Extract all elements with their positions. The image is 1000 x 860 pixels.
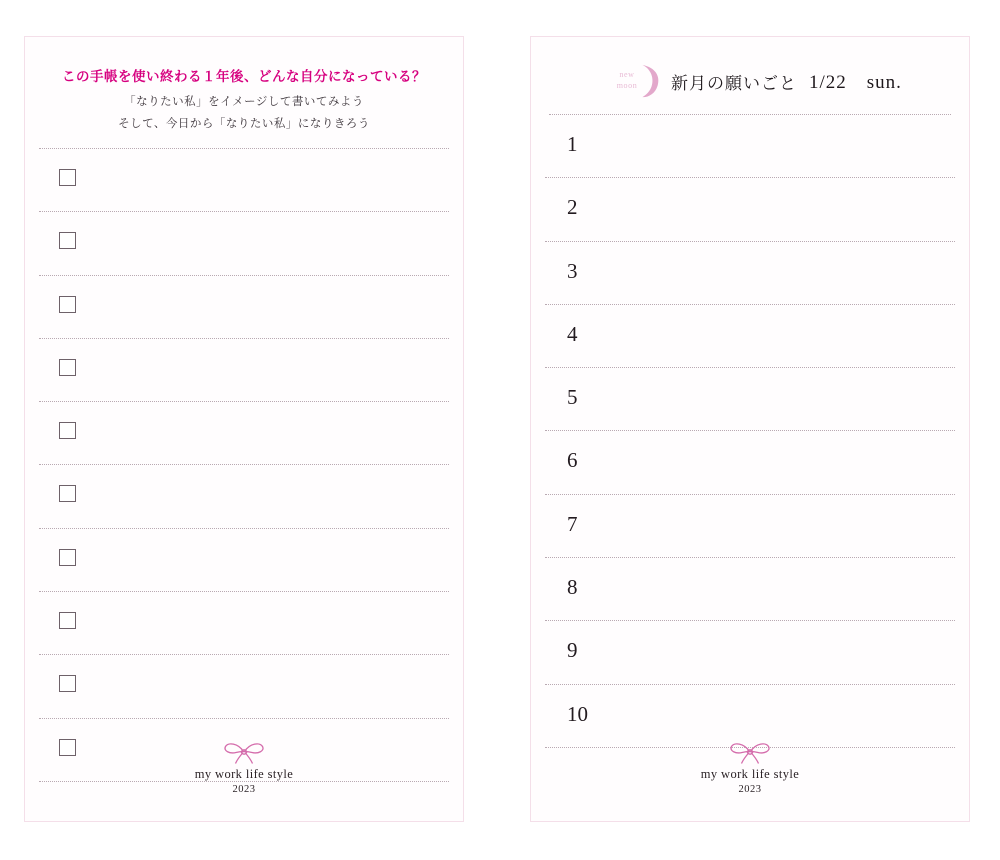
wish-number: 7 — [567, 511, 578, 536]
brand-name: my work life style — [194, 767, 294, 781]
ribbon-icon — [726, 739, 774, 765]
right-page-header — [545, 49, 955, 115]
wish-number: 4 — [567, 321, 578, 346]
checkbox-icon[interactable] — [59, 169, 76, 186]
list-item[interactable] — [545, 242, 955, 305]
list-item[interactable] — [39, 276, 449, 339]
list-item[interactable] — [545, 558, 955, 621]
list-item[interactable] — [545, 115, 955, 178]
list-item[interactable] — [39, 465, 449, 528]
checkbox-icon[interactable] — [59, 612, 76, 629]
right-page-footer — [545, 739, 955, 795]
checkbox-icon[interactable] — [59, 296, 76, 313]
left-page-header — [39, 49, 449, 131]
wish-number: 6 — [567, 448, 578, 473]
checkbox-icon[interactable] — [59, 549, 76, 566]
list-item[interactable] — [545, 368, 955, 431]
crescent-moon-icon — [637, 63, 663, 99]
wish-number: 9 — [567, 638, 578, 663]
list-item[interactable] — [39, 655, 449, 718]
ribbon-icon — [220, 739, 268, 765]
new-moon-label-line1: new — [619, 70, 635, 79]
brand-name: my work life style — [700, 767, 800, 781]
list-item[interactable] — [39, 148, 449, 212]
list-item[interactable] — [545, 305, 955, 368]
list-item[interactable] — [545, 178, 955, 241]
left-page-footer — [39, 739, 449, 795]
list-item[interactable] — [39, 529, 449, 592]
list-item[interactable] — [39, 212, 449, 275]
brand-year: 2023 — [232, 784, 256, 795]
brand-year: 2023 — [738, 784, 762, 795]
checkbox-icon[interactable] — [59, 675, 76, 692]
right-page-date: 1/22 sun. — [809, 72, 902, 93]
list-item[interactable] — [39, 339, 449, 402]
right-page-title: 新月の願いごと — [671, 74, 797, 93]
wish-number: 10 — [567, 701, 588, 726]
new-moon-label-line2: moon — [616, 81, 638, 90]
left-page — [24, 36, 464, 822]
right-page-inner — [545, 49, 955, 811]
checkbox-icon[interactable] — [59, 359, 76, 376]
left-page-title: この手帳を使い終わる１年後、どんな自分になっている？ — [62, 69, 426, 84]
wish-number: 1 — [567, 132, 578, 156]
list-item[interactable] — [545, 431, 955, 494]
wish-number: 3 — [567, 258, 578, 283]
left-page-subtitle-1: 「なりたい私」をイメージして書いてみよう — [124, 96, 364, 108]
checklist — [39, 148, 449, 782]
new-moon-badge — [607, 63, 661, 107]
list-item[interactable] — [545, 495, 955, 558]
wish-number: 8 — [567, 575, 578, 600]
checkbox-icon[interactable] — [59, 485, 76, 502]
list-item[interactable] — [39, 592, 449, 655]
left-page-inner — [39, 49, 449, 811]
wish-list — [545, 115, 955, 748]
list-item[interactable] — [545, 621, 955, 684]
wish-number: 5 — [567, 385, 578, 410]
right-page — [530, 36, 970, 822]
checkbox-icon[interactable] — [59, 422, 76, 439]
checkbox-icon[interactable] — [59, 232, 76, 249]
wish-number: 2 — [567, 195, 578, 220]
list-item[interactable] — [39, 402, 449, 465]
left-page-subtitle-2: そして、今日から「なりたい私」になりきろう — [118, 118, 370, 130]
